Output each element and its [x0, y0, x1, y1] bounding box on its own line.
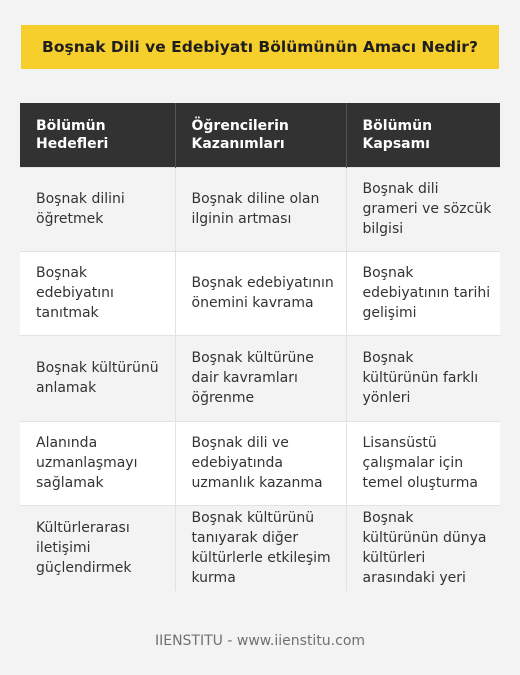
- cell-goal: Boşnak edebiyatını tanıtmak: [20, 251, 175, 335]
- footer-credit: IIENSTITU - www.iienstitu.com: [154, 633, 366, 649]
- cell-outcome: Boşnak dili ve edebiyatında uzmanlık kazanma: [175, 421, 346, 505]
- header-scope: Bölümün Kapsamı: [346, 103, 500, 167]
- cell-scope: Lisansüstü çalışmalar için temel oluşturma: [346, 421, 500, 505]
- cell-goal: Boşnak kültürünü anlamak: [20, 335, 175, 421]
- table-row: [20, 167, 500, 251]
- cell-goal: Boşnak dilini öğretmek: [20, 167, 175, 251]
- cell-outcome: Boşnak kültürünü tanıyarak diğer kültürlerle etkileşim kurma: [175, 505, 346, 591]
- header-outcomes: Öğrencilerin Kazanımları: [175, 103, 346, 167]
- cell-outcome: Boşnak kültürüne dair kavramları öğrenme: [175, 335, 346, 421]
- cell-scope: Boşnak dili grameri ve sözcük bilgisi: [346, 167, 500, 251]
- header-goals: Bölümün Hedefleri: [20, 103, 175, 167]
- cell-outcome: Boşnak diline olan ilginin artması: [175, 167, 346, 251]
- cell-scope: Boşnak kültürünün farklı yönleri: [346, 335, 500, 421]
- table-row: [20, 505, 500, 591]
- table-row: [20, 421, 500, 505]
- table-header-row: [20, 103, 500, 167]
- cell-goal: Kültürlerarası iletişimi güçlendirmek: [20, 505, 175, 591]
- title-banner: [21, 25, 499, 69]
- cell-goal: Alanında uzmanlaşmayı sağlamak: [20, 421, 175, 505]
- cell-scope: Boşnak kültürünün dünya kültürleri arasındaki yeri: [346, 505, 500, 591]
- table-row: [20, 335, 500, 421]
- page-title: Boşnak Dili ve Edebiyatı Bölümünün Amacı Nedir?: [42, 38, 478, 56]
- cell-outcome: Boşnak edebiyatının önemini kavrama: [175, 251, 346, 335]
- cell-scope: Boşnak edebiyatının tarihi gelişimi: [346, 251, 500, 335]
- table-row: [20, 251, 500, 335]
- department-goals-table: [20, 103, 500, 591]
